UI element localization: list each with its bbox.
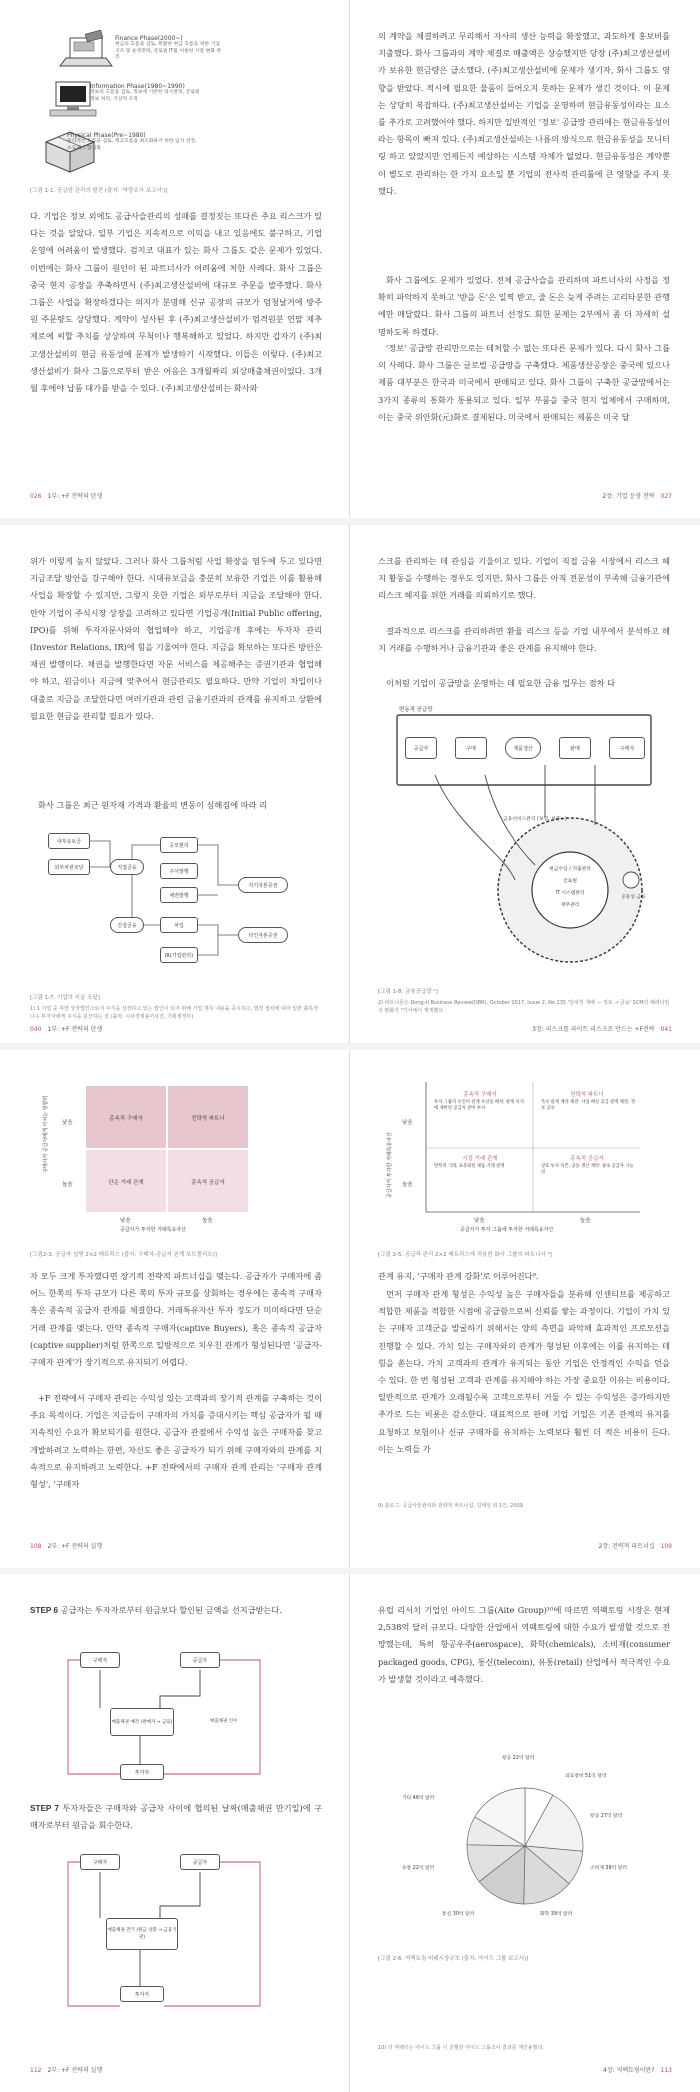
- page-number: 113: [660, 2067, 672, 2074]
- matrix-cell-note: 투자 그룹의 유인이 관계 우선을 매치: 관계 유지에 제한된 공급자 관여 투자: [434, 1100, 524, 1111]
- pie-chart: [390, 1754, 660, 1944]
- diagram-box: 구매자: [609, 737, 645, 759]
- running-head: 3장: 리스크를 파이트 리스크로 만드는 +F전략: [532, 1026, 655, 1033]
- page-040: [0, 525, 350, 1043]
- step-label: STEP 7: [30, 1804, 59, 1813]
- diagram-box: 공급자: [180, 1854, 220, 1870]
- diagram-box: 간접금융: [110, 917, 144, 933]
- matrix-col-label: 높음: [202, 1218, 213, 1224]
- matrix-row-label: 낮음: [62, 1120, 73, 1126]
- step-text: 투자자들은 구매자와 공급자 사이에 협의된 날짜(매출채권 만기일)에 구매자로부터 원금을 회수한다.: [30, 1803, 322, 1831]
- body-paragraph: 화사 그룹은 최근 원자재 가격과 환율의 변동이 심해짐에 따라 리: [38, 800, 268, 810]
- body-paragraph: 유럽 리서치 기업인 아이드 그룹(Aite Group)¹⁰에 따르면 역팩토링 시장은 현재 2,538억 달러 규모다. 다양한 산업에서 역팩토링에 대한 수요가 발생할 것으로 전망했는데, 특히 항공우주(aerospace), 화학(chemicals), 소비재(consumer packaged goods, CPG), 통신(telecom), 유통(retail) 산업에서 적극적인 수요가 발생할 것이라고 예측했다.: [378, 1605, 670, 1684]
- diagram-box: 공급자: [180, 1652, 220, 1668]
- diagram-box: 자기자본증권: [238, 877, 288, 893]
- step-6-diagram: [60, 1646, 290, 1786]
- page-number: 109: [660, 1543, 672, 1550]
- body-paragraph: 관계 유지, '구매자 관계 강화'로 이루어진다⁹.: [378, 1271, 539, 1281]
- spread-3: [0, 1050, 700, 1568]
- pie-svg: [390, 1754, 660, 1944]
- matrix-row-label: 낮음: [402, 1120, 413, 1126]
- matrix-col-label: 낮음: [120, 1218, 131, 1224]
- matrix-ylabel: 구매자가 공급자에게 미치는 영향력: [43, 1095, 49, 1173]
- body-paragraph: 다. 기업은 정보 외에도 공급사슬관리의 성패를 결정짓는 또다른 주요 리스크가 있다는 것을 알았다. 일부 기업은 지속적으로 이익을 내고 있음에도 불구하고, 기업 운영에 어려움이 발생했다. 검지코 대표가 있는 화사 그룹도 같은 문제가 있었다. 이번에는 화사 그룹이 원인이 된 파트너사가 어려움에 처한 사례다. 화사 그룹은 중국 현지 공장을 추축하면서 (주)최고생산설비에 대규모 주문을 발주했다. 화사 그룹은 사업을 확장하겠다는 의지가 분명해 신규 공장의 규모가 엄청날거에 방주원 주문량도 상당했다. 계약이 성사된 후 (주)최고생산설비가 엄격원분 연말 제추제로에 씨할 추치를 상상하며 무척이나 행복해하고 있었다. 하지만 갑자기 (주)최고생산설비의 현금 유동성에 문제가 발생하기 시작했다. 이들은 이렇다. (주)최고생산설비가 화사 그룹으로부터 받은 어음은 3개월짜리 외상매출채권이었다. 3개월 후에야 납품 대가를 받을 수 있다. (주)최고생산설비는 화사와: [30, 211, 322, 394]
- page-number: 108: [30, 1543, 42, 1550]
- matrix-ylabel: 공급자가 투자한 거래특유자산: [387, 1132, 393, 1198]
- matrix-cell-label: 단순 거래 관계: [108, 1180, 144, 1186]
- phase-title: Physical Phase(Pre~1980): [67, 132, 146, 139]
- spread-4: [0, 1574, 700, 2092]
- figure-caption: [그림 2-6. 역팩토링 미래시장규모 (출처: 아이드 그룹 보고서)]: [378, 1956, 529, 1962]
- page-number: 027: [660, 493, 672, 500]
- footnote: 10) 더 역팩터는 아이드 그룹 이 진행한 아이드 그룹조사 결과를 재인용했다.: [378, 2045, 544, 2051]
- matrix-row-label: 높음: [62, 1182, 73, 1188]
- center-label: 재무관리: [560, 903, 580, 908]
- diagram-box: 내부유보금: [48, 833, 90, 849]
- matrix-cell-label: 종속적 구매자: [463, 1092, 497, 1098]
- page-041: [350, 525, 700, 1043]
- pie-label: 화학 39억 달러: [540, 1912, 573, 1917]
- diagram-box: 투자자: [120, 1764, 164, 1780]
- phase-information: [90, 83, 200, 103]
- figure-caption: [그림2-3. 공급자 설명 2×2 매트릭스 (출처: 구매자-공급자 관계 포트폴리오)]: [30, 1252, 217, 1258]
- matrix-cell-note: 특수 관계 계약 체결: 사업 매칭 공급 관계 체결, 정보 공유: [541, 1100, 635, 1111]
- step-7-diagram: [60, 1846, 290, 2026]
- matrix-2x2: [43, 1078, 300, 1238]
- matrix-cell-label: 종속적 구매자: [109, 1116, 143, 1122]
- pie-label: 유통 22억 달러: [402, 1866, 435, 1871]
- diagram-box: 구매자: [80, 1854, 120, 1870]
- diagram-box: 외부차관조달: [48, 859, 90, 875]
- pie-label: 항공 27억 달러: [590, 1814, 623, 1819]
- body-paragraph: 이처럼 기업이 공급망을 운영하는 데 필요한 금융 업무는 점차 다: [386, 678, 616, 688]
- page-113: [350, 1574, 700, 2092]
- folio: [30, 2065, 102, 2074]
- diagram-box: 매출채권 만기 (원금 상환 → 금융기관): [106, 1918, 178, 1950]
- matrix-col-label: 낮음: [474, 1218, 485, 1224]
- figure-caption: [그림 1-7. 기업의 지금 조달]: [30, 995, 100, 1001]
- funding-diagram: [48, 825, 308, 985]
- matrix-col-label: 높음: [580, 1218, 591, 1224]
- folio: [532, 1024, 672, 1033]
- phase-title: Information Phase(1980~1990): [90, 83, 185, 90]
- folio: [603, 2065, 672, 2074]
- center-label: 글로벌: [563, 879, 577, 884]
- matrix-2x2-detailed: [387, 1078, 660, 1238]
- matrix-axes: [390, 1078, 660, 1218]
- spread-1: [0, 0, 700, 518]
- diagram-box: IR(기업관리): [160, 947, 198, 963]
- matrix-cell-label: 전략적 파트너: [191, 1116, 225, 1122]
- folio: [30, 1541, 102, 1550]
- body-paragraph: '정보' 공급망 관리만으로는 데처할 수 없는 또다른 문제가 있다. 다시 화사 그룹의 사례다. 화사 그룹은 글로벌 공급망을 구축했다. 제품생산공장은 중국에 있으나 제품 대부분은 한국과 미국에서 판매되고 있다. 화사 그룹이 구축한 공급망에서는 3가지 종류의 통화가 통용되고 있다. 일부 부품을 중국 현지 업체에서 구매하며, 이는 중국 위안화(元)화로 결제된다. 미국에서 판매되는 제품은 미국 달: [378, 343, 670, 422]
- step-label: STEP 6: [30, 1606, 59, 1615]
- center-label: IT 시스템관리: [555, 891, 585, 896]
- matrix-cell-label: 시장 거래 관계: [462, 1156, 498, 1162]
- page-027: [350, 0, 700, 518]
- step-6-paragraph: [30, 1602, 322, 1638]
- diagram-box: 판매: [559, 737, 591, 759]
- diagram-box: 차입: [160, 917, 198, 933]
- running-head: 4장: 역팩토링이란?: [603, 2067, 655, 2074]
- risk-label: 공동성 금융: [621, 895, 646, 900]
- diagram-box: 타인자본증권: [238, 927, 288, 943]
- phase-physical: [67, 132, 202, 152]
- matrix-cell-label: 종속적 공급자: [570, 1156, 604, 1162]
- pie-label: 기타 46억 달러: [402, 1796, 435, 1801]
- folio: [599, 1541, 672, 1550]
- diagram-box: 공모편리: [160, 837, 198, 853]
- diagram-box: 구매자: [80, 1652, 120, 1668]
- footnote: 2) 파트너들은 Dong-ti Business Review(DBR), October 2017, Issue 2, No 235 '일대적 재배 — 정보 → 금융' SCM의 패러다임의 변화가 "기사에서 재재했다.: [378, 1000, 670, 1014]
- page-108: [0, 1050, 350, 1568]
- matrix-cell-label: 전략적 파트너: [570, 1092, 604, 1098]
- diagram-header: 변동적 공급망: [399, 707, 433, 713]
- pie-label: 의료장비 51억 달러: [565, 1774, 607, 1779]
- phase-title: Finance Phase(2000~): [115, 35, 183, 42]
- page-number: 112: [30, 2067, 42, 2074]
- phase-finance: [115, 35, 225, 62]
- page-number: 041: [660, 1026, 672, 1033]
- matrix-xlabel: 공급자가 투자한 거래특유자산: [120, 1227, 186, 1233]
- diagram-box: 구매: [455, 737, 487, 759]
- body-paragraph: 먼저 구매자 관계 형성은 수익성 높은 구매자들을 분류해 인센티브를 제공하고 적합한 제품을 적합한 시점에 공급함으로써 신뢰를 쌓는 과정이다. 기업이 가치 있는 구매자 고객군을 발굴하기 위해서는 양의 측면을 파악해 효과적인 프로모션을 진행할 수 있다. 가치 있는 구매자와의 관계가 형성된 이후에는 이를 유지하는 데 힘을 쏟는다. 가치 고객과의 관계가 유지되는 동안 기업은 안정적인 수익을 얻을 수 있다. 한 번 형성된 고객과 관계를 유지해야 하는 가장 중요한 이유는 비용이다. 일반적으로 관계가 오래될수록 고객으로부터 거둘 수 있는 수익성은 증가하지만 추가로 드는 비용은 감소한다. 대표적으로 판매 기업 기업은 기존 관계의 유지를 요청하고 보험이나 신규 구매자를 유치하는 노력보다 훨씬 더 적은 비용이 든다. 이는 노력들 가: [378, 1289, 670, 1454]
- folio: [30, 491, 102, 500]
- running-head: 2부: +F 전략의 실행: [47, 1543, 103, 1550]
- body-paragraph: 의 계약을 체결하려고 무리해서 자사의 생산 능력을 확장했고, 과도하게 홍보비를 지출했다. 화사 그룹과의 계약 체결로 매출액은 상승했지만 당장 (주)최고생산설비가 보유한 현금량은 급소했다. (주)최고생산설비에 문제가 생기자, 화사 그룹도 영향을 받았다. 적시에 필요한 물품이 들어오지 못하는 문제가 생긴 것이다. 이 문제는 상당히 복잡하다. (주)최고생산설비는 기업을 운영하며 현금유동성이라는 요소를 추가로 고려했어야 했다. 하지만 일반적인 '정보' 공급망 관리에는 현금유동성이라는 항목이 빠져 있다. (주)최고생산설비는 나름의 방식으로 현금유동성을 모니터링 하고 있었지만 언제든지 예상하는 시스템 자체가 없었다. 현금유동성은 계약뿐이 별도로 관리하는 한 가지 요소일 뿐 기업의 전사적 관리툴에 큰 영향을 주지 못했다.: [378, 31, 670, 196]
- body-paragraph: 화사 그룹에도 문제가 있었다. 전체 공급사슬을 관리하며 파트너사의 사정을 정확히 파악하지 못하고 '받을 돈'은 일찍 받고, 줄 돈은 늦게 주려는 고리타분한 관행에만 매달렸다. 화사 그룹의 파트너 선정도 회한 문제는 2부에서 좀 더 자세히 설명하도록 하겠다.: [378, 275, 670, 337]
- outer-ring-label: 금융서비스관리 (보험, 보증...): [503, 817, 567, 822]
- figure-caption: [그림 1-8: 금융공급망 ²]: [378, 989, 438, 995]
- step-text: 공급자는 투자자로부터 원금보다 할인된 금액을 선지급받는다.: [60, 1605, 282, 1615]
- matrix-row-label: 높음: [402, 1182, 413, 1188]
- phase-desc: 물리적인 흐름을 검토, 재고흐름을 최소화하기 위한 입지 선정, 프로세스 합리화: [67, 139, 197, 151]
- diagram-note: 매출채권 인수: [210, 1719, 238, 1724]
- body-paragraph: 자 모두 크게 투자했다면 장기적 전략적 파트너십을 맺는다. 공급자가 구매자에 좀 어느 한쪽의 투자 규모가 다른 쪽의 투자 규모를 상회하는 경우에는 종속적 구매자 혹은 종속적 공급자 관계를 체결한다. 거래특유자산 투자 정도가 미미하다면 단순 거래 관계를 맺는다. 만약 종속적 구매자(captive Buyers), 혹은 종속적 공급자(captive supplier)처럼 한쪽으로 일방적으로 치우친 관계가 형성된다면 '공급자-구매자 관계'가 장기적으로 유지되기 어렵다.: [30, 1271, 322, 1368]
- body-paragraph: 결과적으로 리스크를 관리하려면 환율 리스크 등을 기업 내부에서 분석하고 해지 거래를 수행하거나 금융기관과 좋은 관계를 유지해야 한다.: [378, 626, 670, 654]
- page-number: 040: [30, 1026, 42, 1033]
- running-head: 1부: +F 전략의 탄생: [47, 1026, 103, 1033]
- phase-desc: 정보의 흐름을 검토, 정보에 기반한 의사결정, 글로벌 정보 처리, 가상적 조직: [90, 90, 200, 102]
- matrix-cell-note: 반복적 거래, 표준화된 제품 거래 관계: [434, 1164, 505, 1169]
- page-026: [0, 0, 350, 518]
- page-number: 026: [30, 493, 42, 500]
- folio: [30, 1024, 102, 1033]
- footnote: 9) 블로그: 공급사슬관리와 전략적 파트너십, 김태일 외 1인, 2009: [378, 1503, 523, 1509]
- figure-caption: [그림 2-5. 공급자 관리 2×2 매트릭스에 적용한 화사 그룹의 파트너사 ⁹]: [378, 1252, 552, 1258]
- folio: [602, 491, 672, 500]
- pie-label: 통신 30억 달러: [442, 1912, 475, 1917]
- center-label: 현금수입 / 지출관리: [549, 867, 591, 872]
- spread-2: [0, 525, 700, 1043]
- running-head: 2부: +F 전략의 실행: [47, 2067, 103, 2074]
- supply-chain-diagram: [395, 705, 655, 980]
- running-head: 2장: 전략적 파트너십: [598, 1543, 655, 1550]
- page-112: [0, 1574, 350, 2092]
- diagram-box: 채권발행: [160, 887, 198, 903]
- body-paragraph: +F 전략에서 구매자 관리는 수익성 있는 고객과의 장기적 관계를 구축하는 것이 주요 목적이다. 기업은 지금들이 구매자의 가치를 증대시키는 핵심 공급자가 될 때 지속적인 수요가 확보되기를 원한다. 공급자 관점에서 수익성 높은 구매자를 찾고 개발하려고 노력하는 한편, 자신도 좋은 공급자가 되기 위해 구매자와의 관계를 지속적으로 유지하려고 노력한다. +F 전략에서의 구매자 관계 관리는 '구매자 관계 형성', '구매자: [30, 1393, 322, 1490]
- step-7-paragraph: [30, 1800, 322, 1836]
- pie-label: 항공 22억 달러: [502, 1756, 535, 1761]
- diagram-box: 제품생산: [505, 737, 541, 759]
- matrix-xlabel: 공급자가 투자 그룹에 투자한 거래특유자산: [460, 1227, 554, 1233]
- diagram-box: 직접금융: [110, 859, 144, 875]
- phase-desc: 현금의 흐름을 검토, 원활한 현금 흐름을 위한 기업 구조 및 운영전략, 글로벌 IT를 이용한 시장 변화 관리: [115, 42, 222, 60]
- page-109: [350, 1050, 700, 1568]
- body-paragraph: 위가 이렇게 높지 않았다. 그러나 화사 그룹처럼 사업 확장을 염두에 두고 있다면 지금조달 방안을 강구해야 한다. 시대유보금을 충분히 보유한 기업은 이를 활용해 사업을 확장할 수 있지만, 그렇지 못한 기업은 외부로부터 지금을 조달해야 한다. 만약 기업이 주식시장 상장을 고려하고 있다면 기업공개(Initial Public offering, IPO)를 위해 투자자문사와의 협업해야 하고, 기업공개 후에는 투자자 관리(Investor Relations, IR)에 힘을 기울여야 한다. 지금을 확보하는 또다른 방안은 채권 발행이다. 채권을 발행한다면 자문 서비스를 제공해주는 증권기관과 협업해야 하고, 원금이나 지금에 맞추어서 현금관리도 필요하다. 만약 기업이 차입이나 대출로 지금을 조달한다면 여러기관과 관련 금융기관과의 관계를 유지하고 상환에 필요한 현금을 관리할 필요가 있다.: [30, 556, 322, 721]
- matrix-cell-note: 상호 투자 의존, 공동 생산 계약: 종속 공급자 가능성: [541, 1164, 634, 1175]
- diagram-box: 투자자: [120, 1986, 164, 2002]
- pie-label: 소비재 39억 달러: [590, 1866, 627, 1871]
- running-head: 1부: +F 전략의 탄생: [47, 493, 103, 500]
- footnote: 1) 1 기업 중 하면 상장법인으로서 주식을 상장하고 있는 법인이 되기 위해 기업 재무 내용을 공시하고, 법정 절차에 따라 일반 불특정 다수 투자자에게 주식을 분산하는 것 (출처: 시사경제용어사전, 기획재정부): [30, 1006, 319, 1020]
- diagram-box: 공급자: [405, 737, 437, 759]
- diagram-box: 주식발행: [160, 863, 198, 879]
- figure-caption: [그림 1-1. 공급망 관리의 발전 (출처: '역량조사 보고서')]: [30, 188, 168, 194]
- matrix-cell-label: 종속적 공급자: [191, 1180, 225, 1186]
- diagram-box: 매출채권 매각 (판매자 → 금융): [110, 1708, 174, 1736]
- body-paragraph: 스크를 관리하는 데 관심을 기울이고 있다. 기업이 직접 금융 시장에서 리스크 헤지 활동을 수행하는 경우도 있지만, 화사 그룹은 아직 전문성이 부족해 금융기관에 리스크 헤지를 위한 거래를 의뢰하기로 했다.: [378, 556, 670, 601]
- running-head: 2장: 기업 운영 전략: [602, 493, 655, 500]
